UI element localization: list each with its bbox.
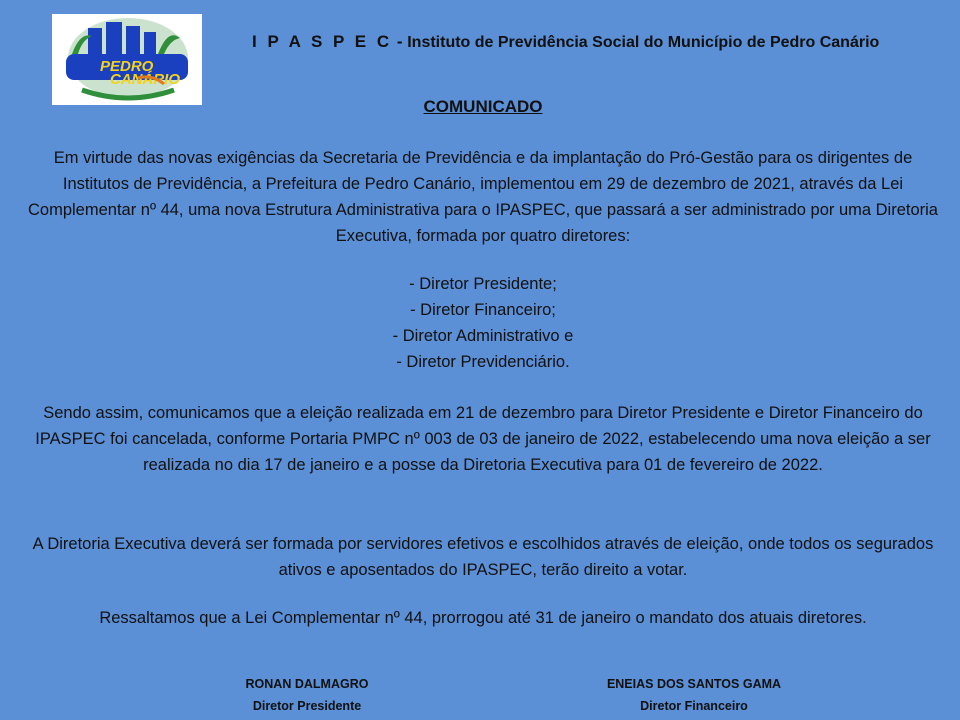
list-item: - Diretor Previdenciário. <box>396 353 570 371</box>
pedro-canario-logo <box>52 14 202 105</box>
signature-name: ENEIAS DOS SANTOS GAMA <box>606 677 782 691</box>
paragraph-intro: Em virtude das novas exigências da Secretaria de Previdência e da implantação do Pró-Gestão para os dirigentes de Institutos de Previdência, a Prefeitura de Pedro Canário, implementou em 29 de dezembro de 2021, através da Lei Complementar nº 44, uma nova Estrutura Administrativa para o IPASPEC, que passará a ser administrado por uma Diretoria Executiva, formada por quatro diretores: <box>28 149 938 245</box>
signature-name: RONAN DALMAGRO <box>245 677 369 691</box>
paragraph-election: Sendo assim, comunicamos que a eleição realizada em 21 de dezembro para Diretor Presidente e Diretor Financeiro do IPASPEC foi cancelada, conforme Portaria PMPC nº 003 de 03 de janeiro de 2022, estabelecendo uma nova eleição a ser realizada no dia 17 de janeiro e a posse da Diretoria Executiva para 01 de fevereiro de 2022. <box>35 404 931 474</box>
logo-text-line2: CANÁRIO <box>110 71 180 88</box>
directors-list <box>0 271 960 375</box>
signature-financial <box>544 673 844 717</box>
signature-role: Diretor Presidente <box>252 699 362 713</box>
signature-president <box>157 673 457 717</box>
header-separator: - <box>392 32 408 51</box>
list-item: - Diretor Administrativo e <box>392 327 574 345</box>
list-item: - Diretor Presidente; <box>409 275 557 293</box>
page-title: COMUNICADO <box>423 97 543 116</box>
logo-text-line1: PEDRO <box>100 58 154 75</box>
institute-header <box>252 32 879 52</box>
logo-emblem-icon <box>52 14 202 105</box>
institute-full-name: Instituto de Previdência Social do Município de Pedro Canário <box>407 34 880 51</box>
paragraph-extension: Ressaltamos que a Lei Complementar nº 44, prorrogou até 31 de janeiro o mandato dos atuais diretores. <box>99 609 867 627</box>
paragraph-composition: A Diretoria Executiva deverá ser formada por servidores efetivos e escolhidos através de eleição, onde todos os segurados ativos e aposentados do IPASPEC, terão direito a votar. <box>32 535 934 579</box>
institute-acronym: I P A S P E C <box>252 32 393 51</box>
signature-role: Diretor Financeiro <box>640 699 748 713</box>
list-item: - Diretor Financeiro; <box>410 301 556 319</box>
